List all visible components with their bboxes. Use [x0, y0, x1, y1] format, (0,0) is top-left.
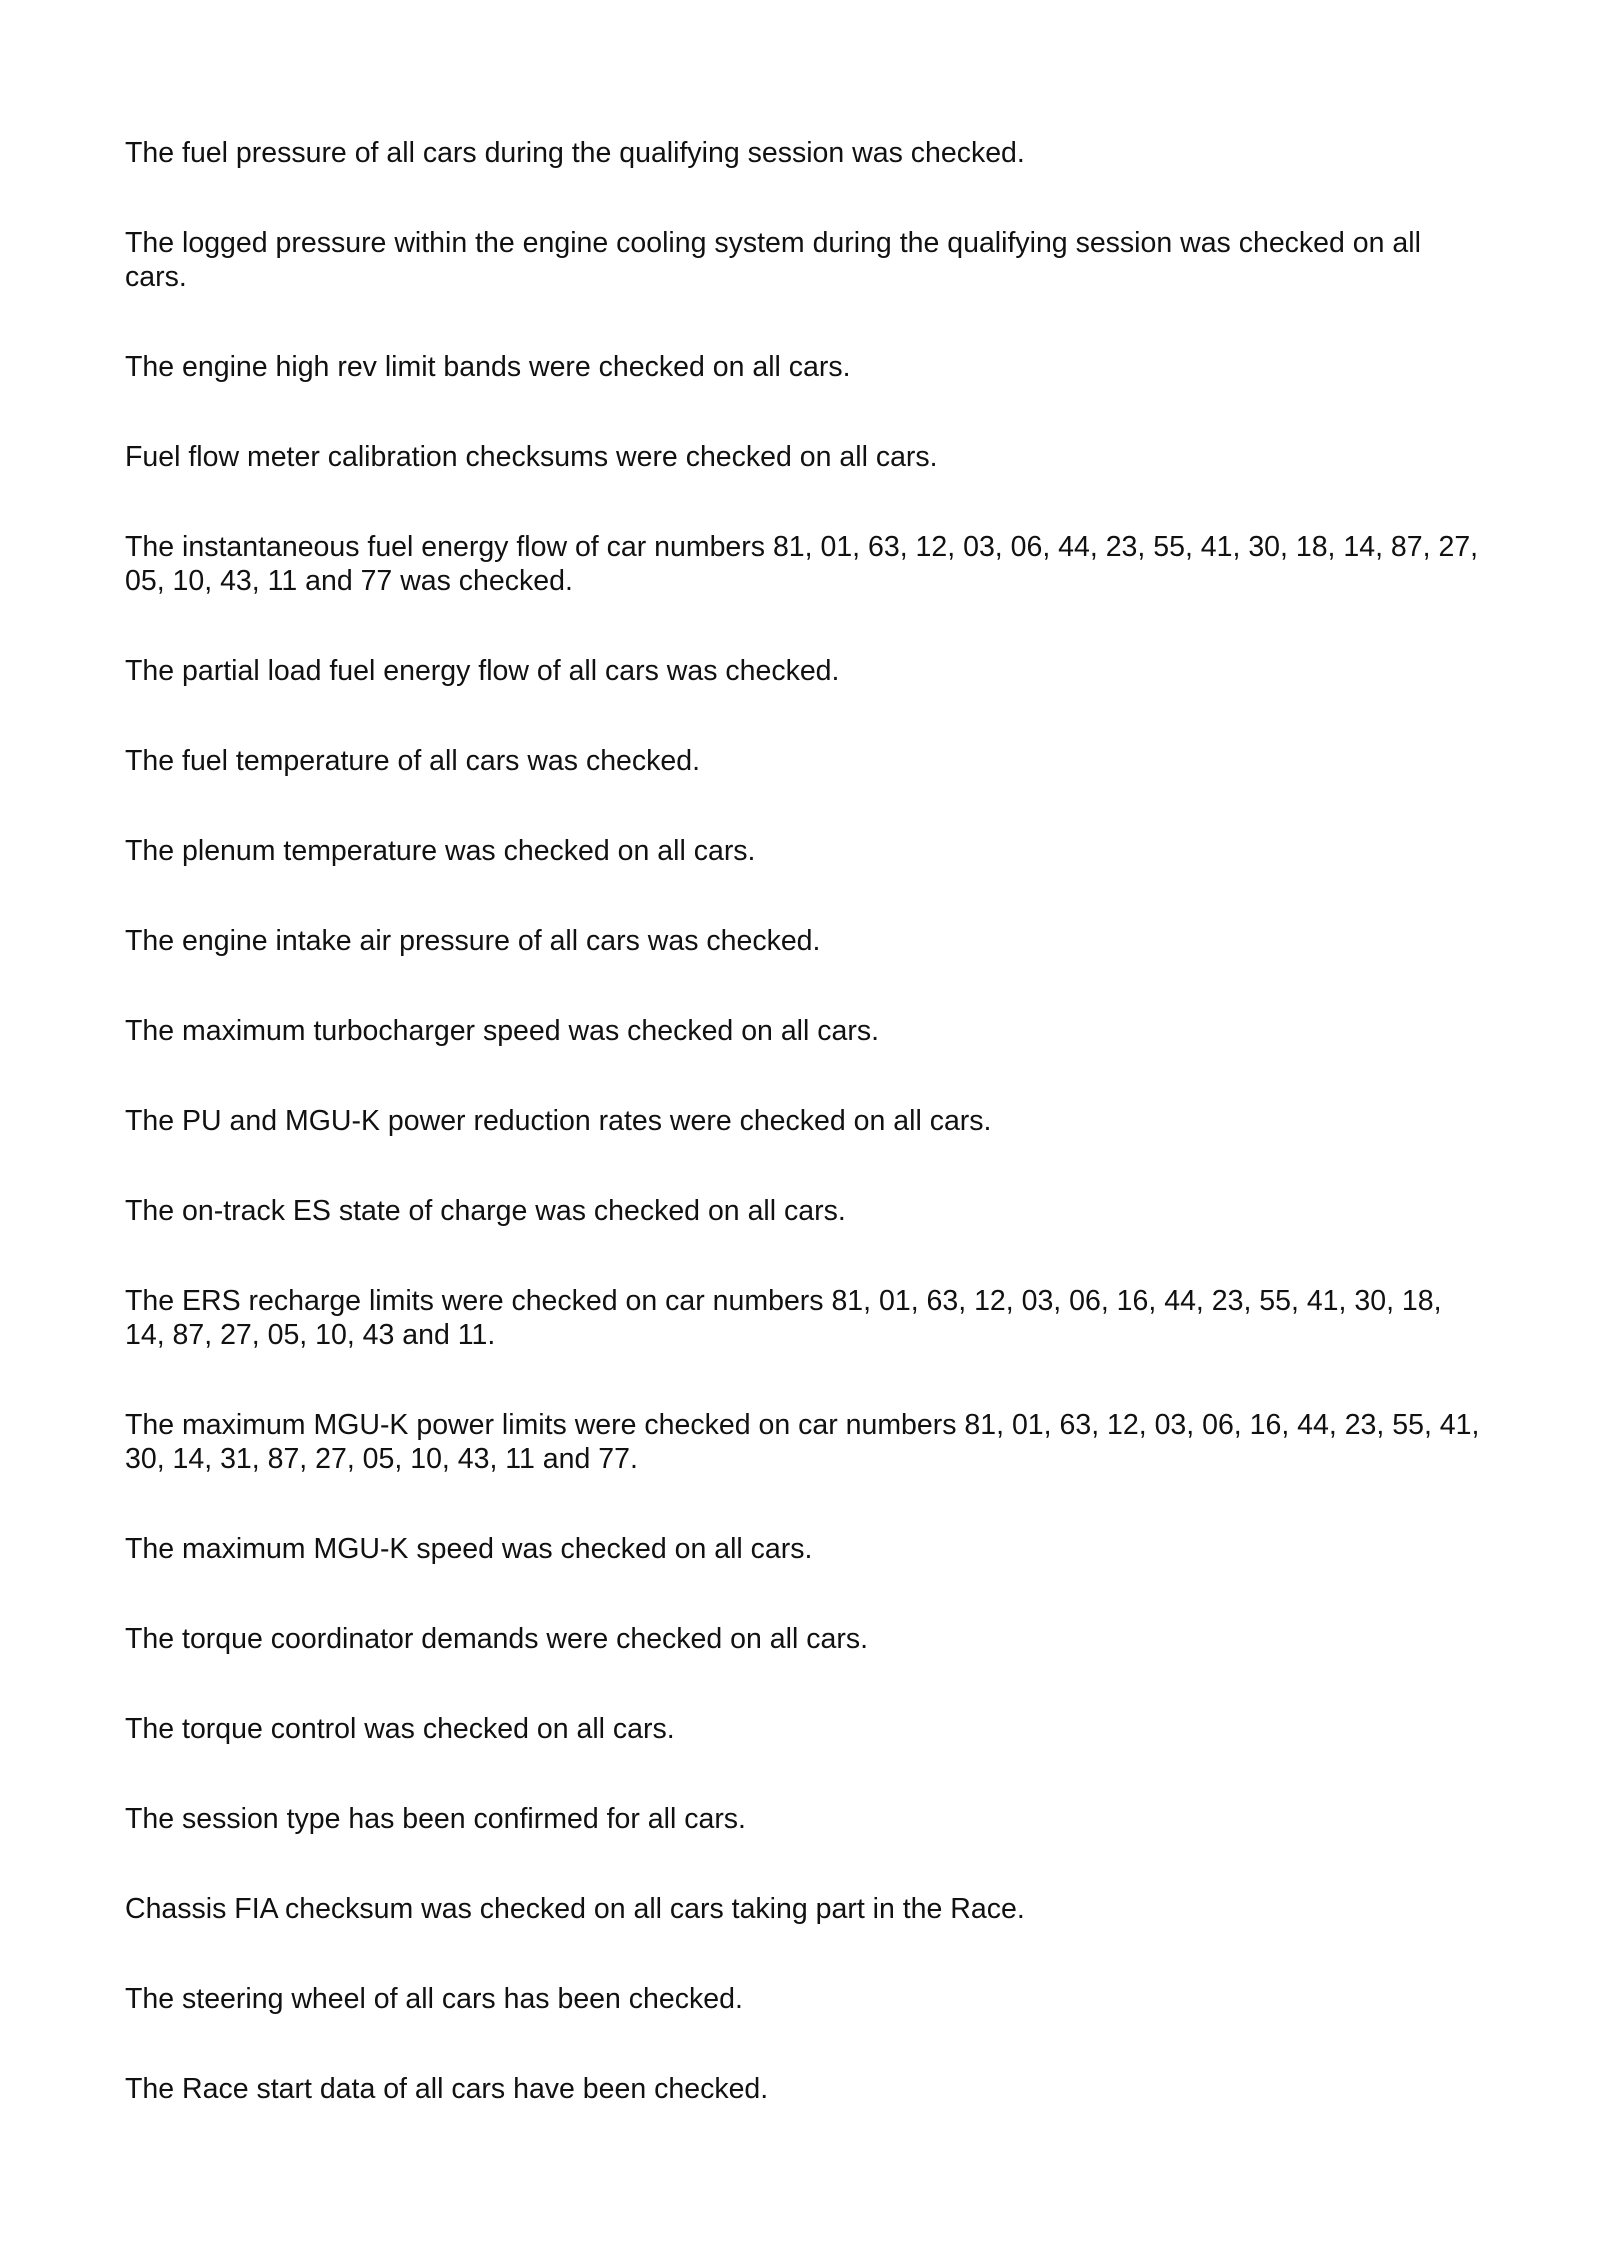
paragraph-instantaneous-fuel-flow: The instantaneous fuel energy flow of car numbers 81, 01, 63, 12, 03, 06, 44, 23, 55, 41, 30, 18, 14, 87, 27, 05, 10, 43, 11 and 77 was checked.	[125, 531, 1479, 597]
paragraph-plenum-temperature: The plenum temperature was checked on all cars.	[125, 835, 756, 867]
paragraph-fuel-temperature: The fuel temperature of all cars was checked.	[125, 745, 701, 777]
paragraph-fuel-pressure: The fuel pressure of all cars during the qualifying session was checked.	[125, 137, 1025, 169]
paragraph-rev-limit: The engine high rev limit bands were checked on all cars.	[125, 351, 851, 383]
paragraph-mguk-power-limits: The maximum MGU-K power limits were checked on car numbers 81, 01, 63, 12, 03, 06, 16, 44, 23, 55, 41, 30, 14, 31, 87, 27, 05, 10, 43, 11 and 77.	[125, 1409, 1480, 1475]
paragraph-intake-air-pressure: The engine intake air pressure of all cars was checked.	[125, 925, 821, 957]
paragraph-torque-coordinator: The torque coordinator demands were checked on all cars.	[125, 1623, 868, 1655]
paragraph-steering-wheel: The steering wheel of all cars has been checked.	[125, 1983, 743, 2015]
paragraph-torque-control: The torque control was checked on all cars.	[125, 1713, 675, 1745]
document-body	[125, 136, 1485, 2162]
paragraph-ers-recharge-limits: The ERS recharge limits were checked on car numbers 81, 01, 63, 12, 03, 06, 16, 44, 23, 55, 41, 30, 18, 14, 87, 27, 05, 10, 43 and 11.	[125, 1285, 1442, 1351]
paragraph-es-state-of-charge: The on-track ES state of charge was checked on all cars.	[125, 1195, 846, 1227]
paragraph-fuel-flow-meter: Fuel flow meter calibration checksums were checked on all cars.	[125, 441, 938, 473]
paragraph-turbocharger-speed: The maximum turbocharger speed was checked on all cars.	[125, 1015, 880, 1047]
paragraph-partial-load-flow: The partial load fuel energy flow of all cars was checked.	[125, 655, 840, 687]
paragraph-chassis-checksum: Chassis FIA checksum was checked on all cars taking part in the Race.	[125, 1893, 1025, 1925]
paragraph-cooling-pressure: The logged pressure within the engine cooling system during the qualifying session was checked on all cars.	[125, 227, 1421, 293]
paragraph-power-reduction-rates: The PU and MGU-K power reduction rates were checked on all cars.	[125, 1105, 992, 1137]
paragraph-session-type: The session type has been confirmed for all cars.	[125, 1803, 746, 1835]
paragraph-race-start-data: The Race start data of all cars have been checked.	[125, 2073, 769, 2105]
paragraph-mguk-speed: The maximum MGU-K speed was checked on all cars.	[125, 1533, 813, 1565]
